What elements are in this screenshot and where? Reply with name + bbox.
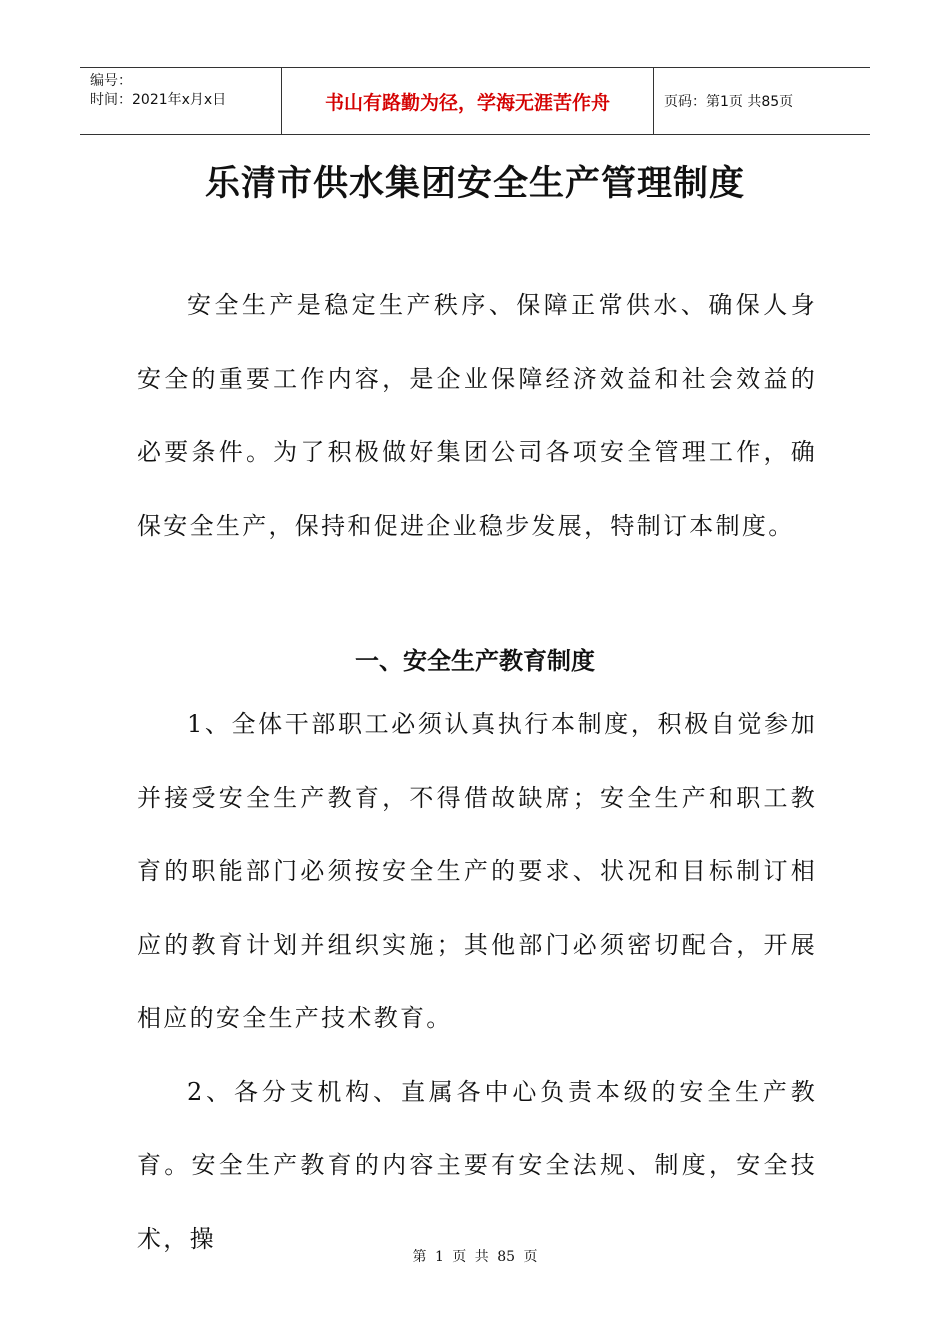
page-footer: 第 1 页 共 85 页	[412, 1249, 538, 1265]
section-body	[137, 688, 817, 1276]
time-label: 时间：2021年x月x日	[90, 92, 227, 108]
section-heading: 一、安全生产教育制度	[355, 647, 595, 675]
header-motto: 书山有路勤为径，学海无涯苦作舟	[282, 68, 654, 134]
number-label: 编号：	[90, 73, 132, 89]
header-page-info: 页码：第1页 共85页	[664, 94, 794, 110]
header-meta	[80, 68, 282, 134]
intro-block	[137, 269, 817, 563]
section-paragraph-1: 1、全体干部职工必须认真执行本制度，积极自觉参加并接受安全生产教育，不得借故缺席；安全生产和职工教育的职能部门必须按安全生产的要求、状况和目标制订相应的教育计划并组织实施；其他部门必须密切配合，开展相应的安全生产技术教育。	[137, 710, 817, 1032]
document-header	[80, 67, 870, 135]
document-title: 乐清市供水集团安全生产管理制度	[204, 163, 745, 204]
intro-paragraph: 安全生产是稳定生产秩序、保障正常供水、确保人身安全的重要工作内容，是企业保障经济效益和社会效益的必要条件。为了积极做好集团公司各项安全管理工作，确保安全生产，保持和促进企业稳步发展，特制订本制度。	[137, 291, 817, 540]
section-paragraph-2: 2、各分支机构、直属各中心负责本级的安全生产教育。安全生产教育的内容主要有安全法规、制度，安全技术，操	[137, 1077, 817, 1253]
